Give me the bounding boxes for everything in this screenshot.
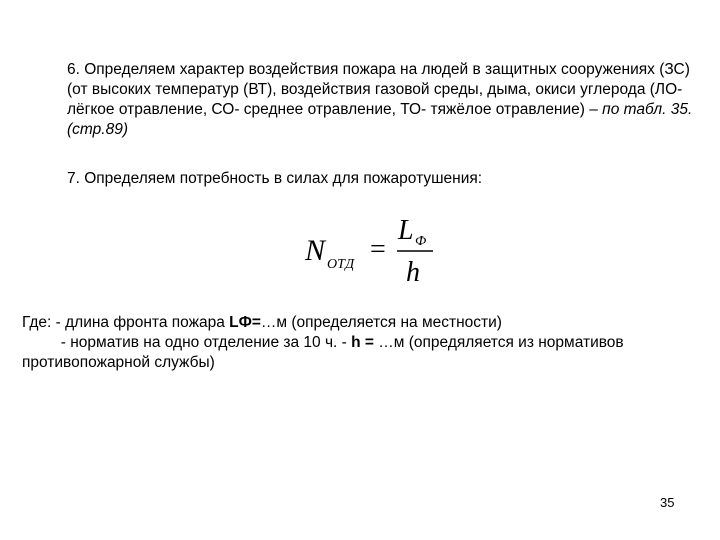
formula-denominator: h <box>406 257 420 288</box>
paragraph-7: 7. Определяем потребность в силах для пожаротушения: <box>67 170 483 187</box>
definition-line-2 <box>22 333 702 373</box>
definition-1-suffix: …м (определяется на местности) <box>260 314 502 331</box>
definition-2-suffix: …м (опредяляется из нормативов противопожарной службы) <box>22 334 628 371</box>
formula-numerator-subscript: Ф <box>415 234 427 249</box>
formula <box>300 212 440 292</box>
table-reference: по табл. 35. (стр.89) <box>67 101 693 138</box>
formula-lhs-subscript: ОТД <box>327 257 355 272</box>
paragraph-6-text: 6. Определяем характер воздействия пожара на людей в защитных сооружениях (ЗС) (от высоких температур (ВТ), воздействия газовой среды, дыма, окиси углерода (ЛО-лёгкое отравление, СО- среднее отравление, ТО- тяжёлое отравление) – <box>67 61 690 118</box>
formula-equals: = <box>370 234 386 265</box>
definition-1-prefix: Где: - длина фронта пожара <box>22 314 230 331</box>
definition-1-symbol: LФ= <box>229 314 261 331</box>
formula-lhs: N <box>305 234 326 267</box>
definition-line-1 <box>22 313 702 333</box>
definition-2-symbol: h = <box>351 334 374 351</box>
formula-numerator: L <box>398 215 414 246</box>
definitions <box>22 313 702 373</box>
formula-svg <box>300 212 440 292</box>
paragraph-6 <box>67 60 707 140</box>
page-number: 35 <box>660 495 675 510</box>
definition-2-prefix: - норматив на одно отделение за 10 ч. - <box>22 334 352 351</box>
